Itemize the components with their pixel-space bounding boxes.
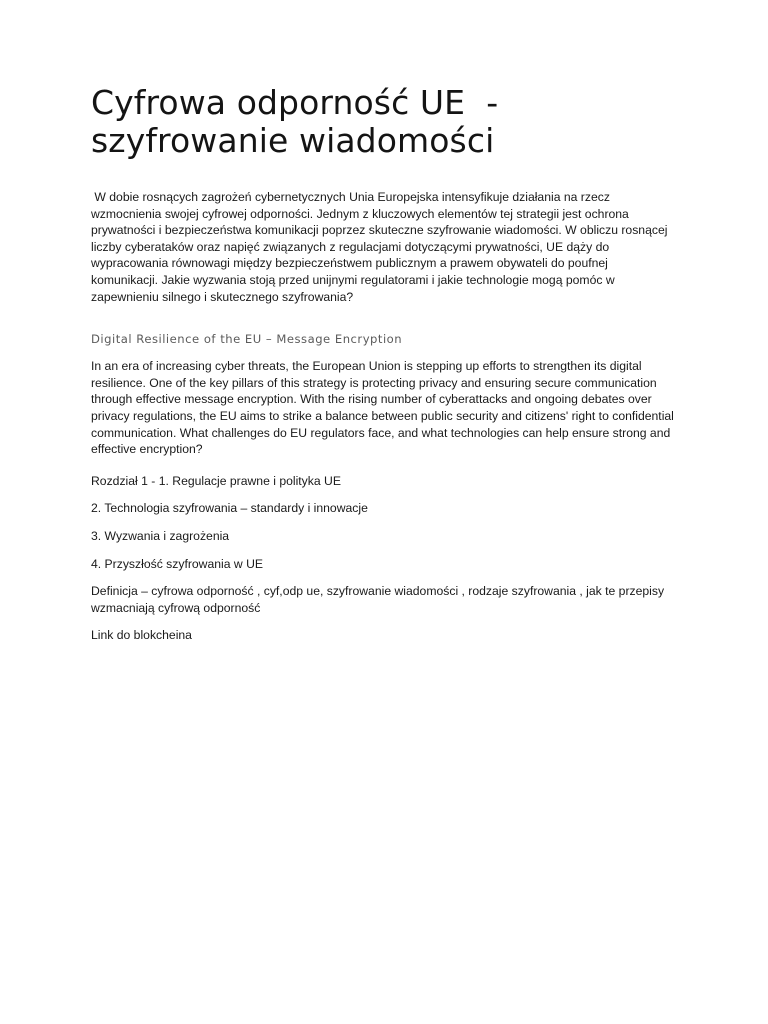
outline-item-1: Rozdział 1 - 1. Regulacje prawne i polityka UE <box>91 473 341 488</box>
link-note: Link do blokcheina <box>91 628 192 643</box>
outline-item-2: 2. Technologia szyfrowania – standardy i innowacje <box>91 501 368 516</box>
definition-note: Definicja – cyfrowa odporność , cyf,odp ue, szyfrowanie wiadomości , rodzaje szyfrowania , jak te przepisy wzmacniają cyfrową odporność <box>91 584 665 615</box>
outline-item-4: 4. Przyszłość szyfrowania w UE <box>91 556 264 571</box>
outline-item-3: 3. Wyzwania i zagrożenia <box>91 528 230 543</box>
intro-paragraph-english: In an era of increasing cyber threats, the European Union is stepping up efforts to strengthen its digital resilience. One of the key pillars of this strategy is protecting privacy and ensuring secure communication through effective message encryption. With the rising number of cyberattacks and ongoing debates over privacy regulations, the EU aims to strike a balance between public security and citizens' right to confidential communication. What challenges do EU regulators face, and what technologies can help ensure strong and effective encryption? <box>91 359 674 457</box>
intro-paragraph-polish: W dobie rosnących zagrożeń cybernetycznych Unia Europejska intensyfikuje działania na rzecz wzmocnienia swojej cyfrowej odporności. Jednym z kluczowych elementów tej strategii jest ochrona prywatności i bezpieczeństwa komunikacji poprzez skuteczne szyfrowanie wiadomości. W obliczu rosnącej liczby cyberataków oraz napięć związanych z regulacjami dotyczącymi prywatności, UE dąży do wypracowania równowagi między bezpieczeństwem publicznym a prawem obywateli do poufnej komunikacji. Jakie wyzwania stoją przed unijnymi regulatorami i jakie technologie mogą pomóc w zapewnieniu silnego i skutecznego szyfrowania? <box>91 190 671 304</box>
document-body <box>91 84 676 644</box>
document-title: Cyfrowa odporność UE - szyfrowanie wiadomości <box>91 83 499 160</box>
english-subheading: Digital Resilience of the EU – Message Encryption <box>91 332 403 347</box>
